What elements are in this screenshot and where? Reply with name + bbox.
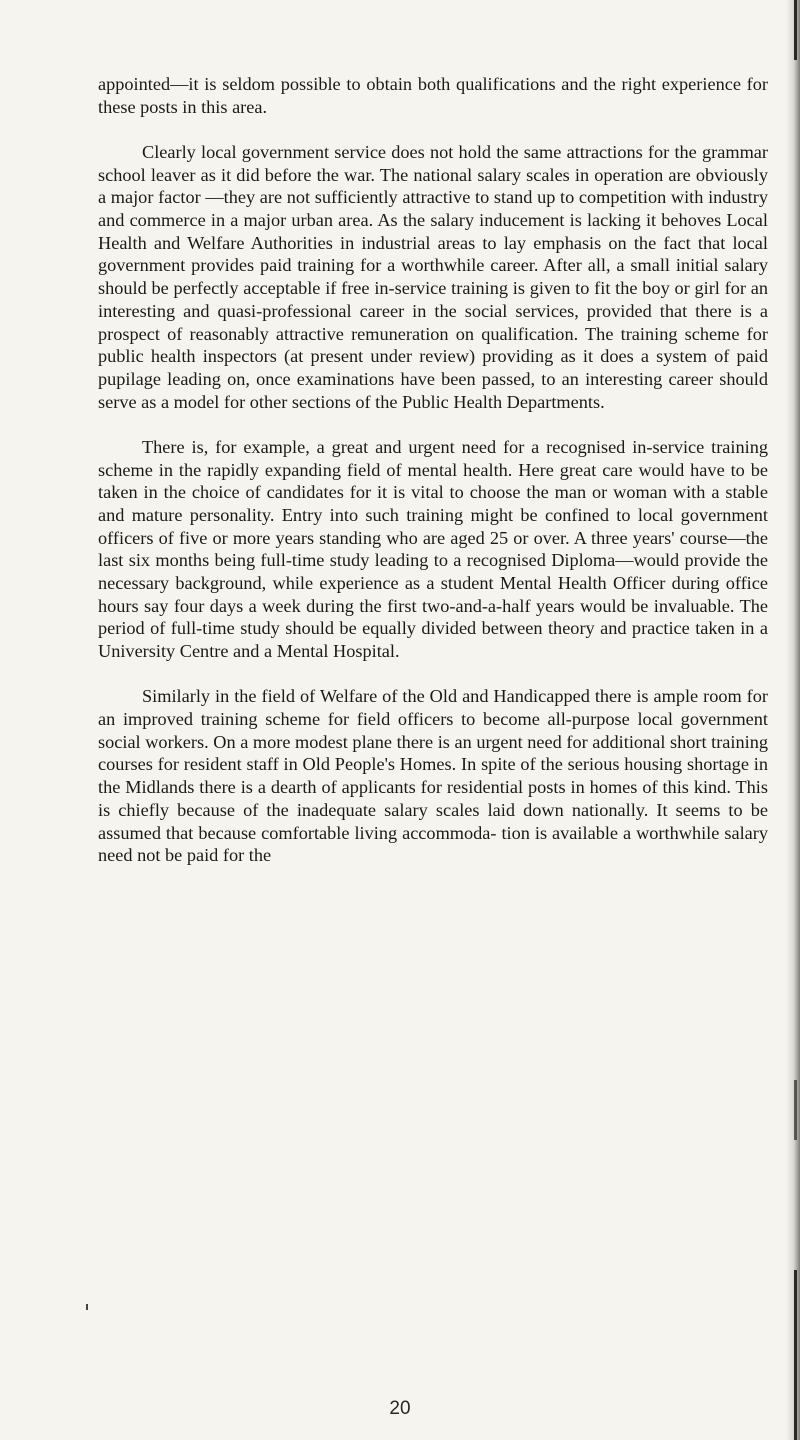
page-number: 20 — [389, 1398, 411, 1419]
paragraph-welfare: Similarly in the field of Welfare of the Old and Handicapped there is ample room for an improved training scheme for field officers to become all-purpose local government social workers. On a more modest plane there is an urgent need for additional short training courses for resident staff in Old People's Homes. In spite of the serious housing shortage in the Midlands there is a dearth of applicants for residential posts in homes of this kind. This is chiefly because of the inadequate salary scales laid down nationally. It seems to be assumed that because comfortable living accommoda- tion is available a worthwhile salary need not be paid for the — [98, 686, 768, 866]
page-edge-mark — [794, 0, 797, 60]
page-edge-mark — [794, 1080, 797, 1140]
paragraph-continuation: appointed—it is seldom possible to obtain both qualifications and the right experience for these posts in this area. — [98, 74, 768, 117]
paragraph-mental-health: There is, for example, a great and urgent need for a recognised in-service training scheme in the rapidly expanding field of mental health. Here great care would have to be taken in the choice of candidates for it is vital to choose the man or woman with a stable and mature personality. Entry into such training might be confined to local government officers of five or more years standing who are aged 25 or over. A three years' course—the last six months being full-time study leading to a recognised Diploma—would provide the necessary background, while experience as a student Mental Health Officer during office hours say four days a week during the first two-and-a-half years would be invaluable. The period of full-time study should be equally divided between theory and practice taken in a University Centre and a Mental Hospital. — [98, 436, 768, 662]
paragraph-salary-scales: Clearly local government service does not hold the same attractions for the grammar school leaver as it did before the war. The national salary scales in operation are obviously a major factor —they are not sufficiently attractive to stand up to competition with industry and commerce in a major urban area. As the salary inducement is lacking it behoves Local Health and Welfare Authorities in industrial areas to lay emphasis on the fact that local government provides paid training for a worthwhile career. After all, a small initial salary should be perfectly acceptable if free in-service training is given to fit the boy or girl for an interesting and quasi-professional career in the social services, provided that there is a prospect of reasonably attractive remuneration on qualification. The training scheme for public health inspectors (at present under review) providing as it does a system of paid pupilage leading on, once examinations have been passed, to an interesting career should serve as a model for other sections of the Public Health Departments. — [98, 141, 768, 412]
stray-print-mark — [86, 1304, 88, 1310]
body-text — [98, 73, 768, 867]
page-edge-shadow — [786, 0, 800, 1440]
